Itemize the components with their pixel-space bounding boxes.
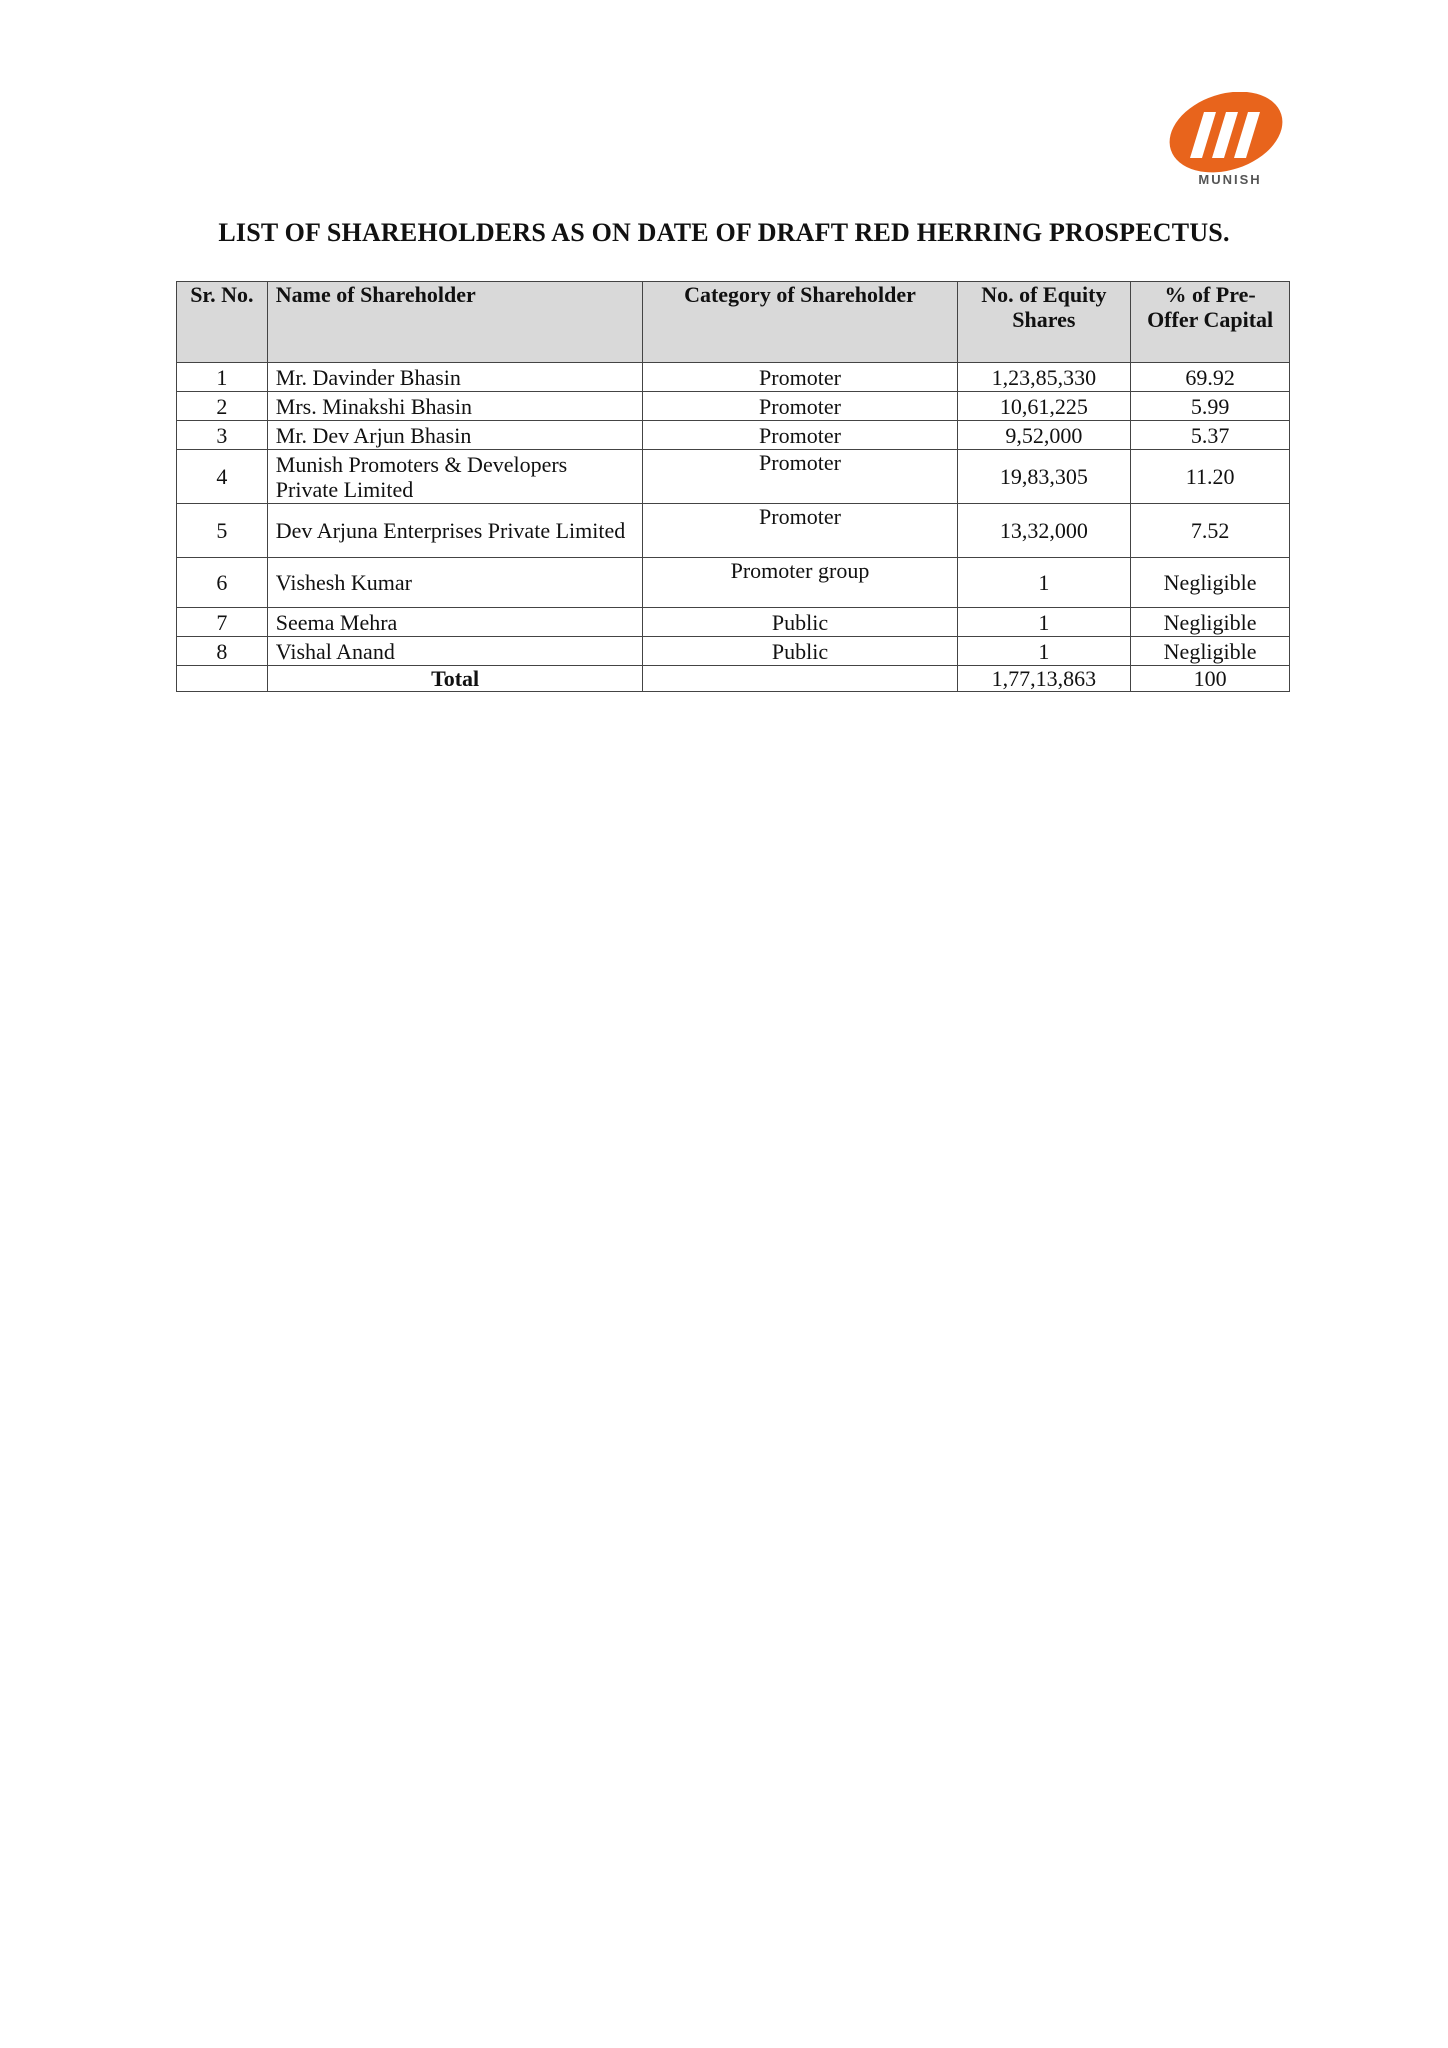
table-header-row — [177, 282, 1290, 363]
table-row — [177, 504, 1290, 558]
total-label: Total — [267, 666, 643, 692]
total-shares: 1,77,13,863 — [957, 666, 1131, 692]
table-row — [177, 450, 1290, 504]
cell-name: Dev Arjuna Enterprises Private Limited — [267, 504, 643, 558]
svg-text:MUNISH: MUNISH — [1198, 172, 1262, 187]
header-pre-offer-capital: % of Pre-Offer Capital — [1131, 282, 1290, 363]
cell-pct: 7.52 — [1131, 504, 1290, 558]
cell-name: Mr. Davinder Bhasin — [267, 363, 643, 392]
cell-name: Vishesh Kumar — [267, 558, 643, 608]
company-logo — [1160, 92, 1288, 188]
header-equity-shares: No. of Equity Shares — [957, 282, 1131, 363]
cell-shares: 1,23,85,330 — [957, 363, 1131, 392]
table-row — [177, 421, 1290, 450]
cell-pct: 5.37 — [1131, 421, 1290, 450]
page-title: LIST OF SHAREHOLDERS AS ON DATE OF DRAFT RED HERRING PROSPECTUS. — [218, 218, 1230, 247]
header-sr-no: Sr. No. — [177, 282, 268, 363]
cell-sr: 5 — [177, 504, 268, 558]
cell-shares: 9,52,000 — [957, 421, 1131, 450]
cell-name: Seema Mehra — [267, 608, 643, 637]
table-total-row — [177, 666, 1290, 692]
cell-pct: 69.92 — [1131, 363, 1290, 392]
cell-pct: Negligible — [1131, 637, 1290, 666]
header-category: Category of Shareholder — [643, 282, 957, 363]
table-row — [177, 363, 1290, 392]
cell-sr: 7 — [177, 608, 268, 637]
cell-category: Promoter — [643, 450, 957, 504]
cell-category: Public — [643, 637, 957, 666]
cell-category: Promoter group — [643, 558, 957, 608]
cell-name: Mr. Dev Arjun Bhasin — [267, 421, 643, 450]
cell-sr: 8 — [177, 637, 268, 666]
cell-category: Promoter — [643, 504, 957, 558]
cell-category-empty — [643, 666, 957, 692]
cell-category: Promoter — [643, 392, 957, 421]
cell-pct: Negligible — [1131, 608, 1290, 637]
cell-shares: 10,61,225 — [957, 392, 1131, 421]
cell-pct: 11.20 — [1131, 450, 1290, 504]
cell-sr: 4 — [177, 450, 268, 504]
cell-shares: 1 — [957, 637, 1131, 666]
total-pct: 100 — [1131, 666, 1290, 692]
shareholders-table — [176, 281, 1290, 692]
cell-sr: 3 — [177, 421, 268, 450]
cell-pct: 5.99 — [1131, 392, 1290, 421]
table-row — [177, 637, 1290, 666]
munish-logo-icon — [1160, 92, 1288, 188]
table-row — [177, 558, 1290, 608]
cell-shares: 1 — [957, 608, 1131, 637]
cell-shares: 13,32,000 — [957, 504, 1131, 558]
table-row — [177, 608, 1290, 637]
table-row — [177, 392, 1290, 421]
cell-sr: 6 — [177, 558, 268, 608]
cell-shares: 1 — [957, 558, 1131, 608]
cell-name: Munish Promoters & Developers Private Limited — [267, 450, 643, 504]
cell-category: Promoter — [643, 363, 957, 392]
cell-shares: 19,83,305 — [957, 450, 1131, 504]
cell-sr-empty — [177, 666, 268, 692]
cell-name: Vishal Anand — [267, 637, 643, 666]
cell-sr: 2 — [177, 392, 268, 421]
cell-category: Promoter — [643, 421, 957, 450]
cell-sr: 1 — [177, 363, 268, 392]
cell-category: Public — [643, 608, 957, 637]
cell-pct: Negligible — [1131, 558, 1290, 608]
cell-name: Mrs. Minakshi Bhasin — [267, 392, 643, 421]
header-name: Name of Shareholder — [267, 282, 643, 363]
